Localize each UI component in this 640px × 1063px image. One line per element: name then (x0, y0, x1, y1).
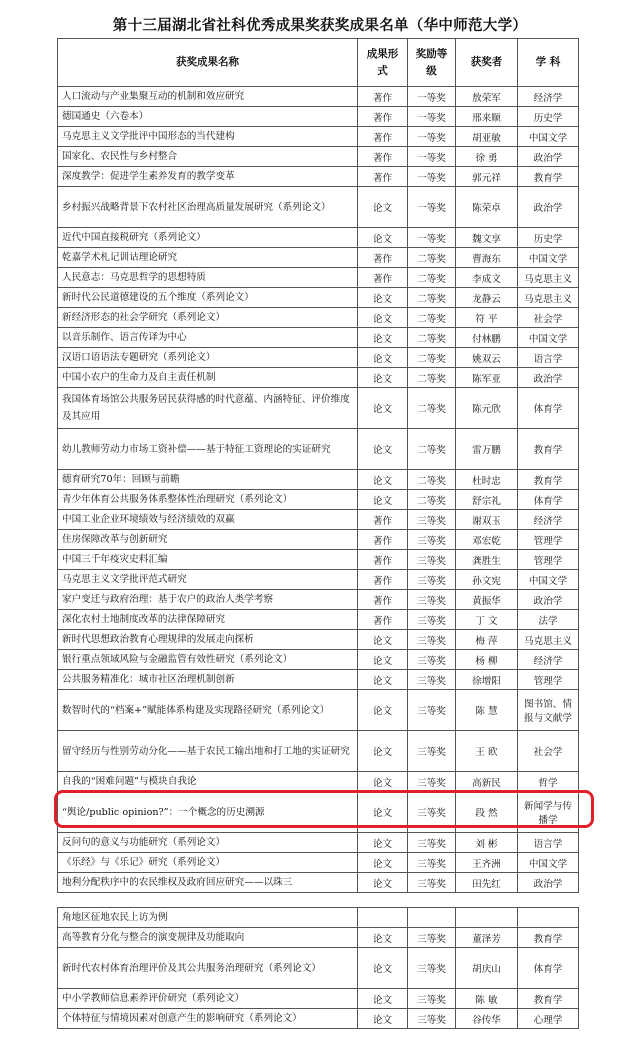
cell-name: 人口流动与产业集聚互动的机制和效应研究 (58, 87, 358, 107)
cell-name: 乡村振兴战略背景下农村社区治理高质量发展研究（系列论文） (58, 187, 358, 228)
cell-form: 论文 (358, 772, 408, 792)
table-row (58, 288, 579, 308)
cell-subject: 教育学 (518, 429, 579, 470)
cell-author: 段 然 (456, 792, 518, 833)
cell-level: 三等奖 (408, 550, 456, 570)
table-row (58, 792, 579, 833)
cell-form: 著作 (358, 248, 408, 268)
cell-form: 论文 (358, 948, 408, 989)
cell-author: 陈 慧 (456, 690, 518, 731)
cell-subject: 经济学 (518, 510, 579, 530)
cell-level: 三等奖 (408, 928, 456, 948)
cell-subject: 教育学 (518, 167, 579, 187)
cell-name: 深化农村土地制度改革的法律保障研究 (58, 610, 358, 630)
table-row (58, 328, 579, 348)
table-row (58, 989, 579, 1009)
cell-subject: 中国文学 (518, 248, 579, 268)
cell-name: 新时代农村体育治理评价及其公共服务治理研究（系列论文） (58, 948, 358, 989)
cell-subject: 新闻学与传播学 (518, 792, 579, 833)
table-row (58, 570, 579, 590)
cell-form: 论文 (358, 873, 408, 893)
table-row (58, 187, 579, 228)
cell-name: 青少年体育公共服务体系整体性治理研究（系列论文） (58, 490, 358, 510)
cell-name: 个体特征与情境因素对创意产生的影响研究（系列论文） (58, 1009, 358, 1029)
table-row (58, 127, 579, 147)
cell-form: 著作 (358, 530, 408, 550)
cell-author: 胡亚敏 (456, 127, 518, 147)
cell-name: 马克思主义文学批评中国形态的当代建构 (58, 127, 358, 147)
cell-form: 论文 (358, 670, 408, 690)
table-row (58, 87, 579, 107)
cell-subject: 马克思主义 (518, 630, 579, 650)
cell-form: 著作 (358, 610, 408, 630)
header-author: 获奖者 (456, 39, 518, 87)
cell-subject: 社会学 (518, 731, 579, 772)
cell-subject: 教育学 (518, 470, 579, 490)
cell-form: 著作 (358, 510, 408, 530)
cell-subject (518, 908, 579, 928)
cell-form: 论文 (358, 928, 408, 948)
cell-author: 梅 萍 (456, 630, 518, 650)
cell-author: 陈荣卓 (456, 187, 518, 228)
cell-level: 一等奖 (408, 87, 456, 107)
cell-level: 三等奖 (408, 1009, 456, 1029)
cell-subject: 管理学 (518, 670, 579, 690)
table-row (58, 908, 579, 928)
cell-subject: 体育学 (518, 948, 579, 989)
cell-name: 中国三千年疫灾史料汇编 (58, 550, 358, 570)
cell-form: 论文 (358, 288, 408, 308)
cell-form: 著作 (358, 87, 408, 107)
cell-level: 三等奖 (408, 650, 456, 670)
cell-subject: 政治学 (518, 590, 579, 610)
cell-subject: 教育学 (518, 928, 579, 948)
cell-name: 马克思主义文学批评范式研究 (58, 570, 358, 590)
cell-author: 姚双云 (456, 348, 518, 368)
cell-level: 二等奖 (408, 348, 456, 368)
cell-form: 著作 (358, 167, 408, 187)
cell-subject: 马克思主义 (518, 288, 579, 308)
cell-name: 中小学教师信息素养评价研究（系列论文） (58, 989, 358, 1009)
cell-form: 著作 (358, 570, 408, 590)
table-row (58, 670, 579, 690)
cell-author: 徐增阳 (456, 670, 518, 690)
cell-author: 雷万鹏 (456, 429, 518, 470)
cell-subject: 教育学 (518, 989, 579, 1009)
cell-form: 论文 (358, 792, 408, 833)
cell-level: 三等奖 (408, 948, 456, 989)
cell-level: 三等奖 (408, 731, 456, 772)
table-row (58, 348, 579, 368)
table-row (58, 167, 579, 187)
table-row (58, 731, 579, 772)
cell-level (408, 908, 456, 928)
cell-subject: 管理学 (518, 530, 579, 550)
cell-subject: 语言学 (518, 348, 579, 368)
table-row (58, 530, 579, 550)
table-row (58, 490, 579, 510)
cell-form: 论文 (358, 1009, 408, 1029)
cell-name: 深度教学：促进学生素养发育的教学变革 (58, 167, 358, 187)
header-level: 奖励等级 (408, 39, 456, 87)
table-row (58, 510, 579, 530)
cell-name: 乾嘉学术札记训诂理论研究 (58, 248, 358, 268)
cell-subject: 政治学 (518, 147, 579, 167)
cell-author: 龚胜生 (456, 550, 518, 570)
cell-subject: 历史学 (518, 107, 579, 127)
table-row (58, 833, 579, 853)
cell-name: 中国工业企业环境绩效与经济绩效的双赢 (58, 510, 358, 530)
cell-author: 陈 敏 (456, 989, 518, 1009)
table-row (58, 948, 579, 989)
table-row (58, 368, 579, 388)
cell-name: 反问句的意义与功能研究（系列论文） (58, 833, 358, 853)
table-row (58, 429, 579, 470)
cell-name: 数智时代的“档案+”赋能体系构建及实现路径研究（系列论文） (58, 690, 358, 731)
cell-name: “舆论/public opinion?”：一个概念的历史溯源 (58, 792, 358, 833)
cell-author: 陈元欣 (456, 388, 518, 429)
cell-author: 孙文宪 (456, 570, 518, 590)
cell-level: 二等奖 (408, 248, 456, 268)
cell-form: 论文 (358, 328, 408, 348)
cell-level: 二等奖 (408, 429, 456, 470)
cell-level: 二等奖 (408, 470, 456, 490)
cell-subject: 管理学 (518, 550, 579, 570)
cell-level: 二等奖 (408, 308, 456, 328)
table-row (58, 610, 579, 630)
cell-author: 谷传华 (456, 1009, 518, 1029)
cell-author: 刘 彬 (456, 833, 518, 853)
page-title: 第十三届湖北省社科优秀成果奖获奖成果名单（华中师范大学） (112, 17, 528, 34)
cell-subject: 心理学 (518, 1009, 579, 1029)
cell-name: 人民意志：马克思哲学的思想特质 (58, 268, 358, 288)
cell-subject: 语言学 (518, 833, 579, 853)
cell-author: 黄振华 (456, 590, 518, 610)
cell-level: 三等奖 (408, 772, 456, 792)
cell-level: 三等奖 (408, 853, 456, 873)
cell-name: 我国体育场馆公共服务居民获得感的时代意蕴、内涵特征、评价维度及其应用 (58, 388, 358, 429)
cell-subject: 体育学 (518, 388, 579, 429)
header-form: 成果形式 (358, 39, 408, 87)
cell-name: 住房保障改革与创新研究 (58, 530, 358, 550)
cell-form: 论文 (358, 630, 408, 650)
cell-form: 论文 (358, 490, 408, 510)
cell-form: 著作 (358, 127, 408, 147)
table-row (58, 873, 579, 893)
cell-level: 三等奖 (408, 610, 456, 630)
cell-form: 论文 (358, 650, 408, 670)
cell-level: 二等奖 (408, 288, 456, 308)
cell-form: 论文 (358, 731, 408, 772)
cell-subject: 马克思主义 (518, 268, 579, 288)
awards-table (57, 38, 579, 893)
cell-author: 杜时忠 (456, 470, 518, 490)
cell-name: 德国通史（六卷本） (58, 107, 358, 127)
cell-form: 论文 (358, 690, 408, 731)
table-row (58, 853, 579, 873)
cell-name: 以音乐制作、语言传译为中心 (58, 328, 358, 348)
table-row (58, 590, 579, 610)
table-row (58, 248, 579, 268)
cell-level: 三等奖 (408, 570, 456, 590)
cell-subject: 历史学 (518, 228, 579, 248)
cell-author: 李成文 (456, 268, 518, 288)
cell-name: 近代中国直接税研究（系列论文） (58, 228, 358, 248)
cell-author: 谢双玉 (456, 510, 518, 530)
cell-level: 三等奖 (408, 670, 456, 690)
cell-name: 新时代思想政治教育心理规律的发展走向探析 (58, 630, 358, 650)
cell-level: 一等奖 (408, 127, 456, 147)
cell-level: 二等奖 (408, 388, 456, 429)
cell-subject: 经济学 (518, 650, 579, 670)
table-row (58, 772, 579, 792)
cell-form: 论文 (358, 833, 408, 853)
cell-level: 三等奖 (408, 792, 456, 833)
cell-author: 田先红 (456, 873, 518, 893)
cell-level: 三等奖 (408, 530, 456, 550)
cell-subject: 政治学 (518, 368, 579, 388)
table-row (58, 107, 579, 127)
cell-form: 论文 (358, 388, 408, 429)
cell-author: 王 欧 (456, 731, 518, 772)
cell-author: 胡庆山 (456, 948, 518, 989)
cell-name: 自我的“困难问题”与模块自我论 (58, 772, 358, 792)
cell-author: 敖荣军 (456, 87, 518, 107)
cell-author: 郭元祥 (456, 167, 518, 187)
cell-author: 高新民 (456, 772, 518, 792)
cell-subject: 中国文学 (518, 570, 579, 590)
table-row (58, 228, 579, 248)
cell-author: 王齐洲 (456, 853, 518, 873)
cell-form: 论文 (358, 228, 408, 248)
cell-subject: 经济学 (518, 87, 579, 107)
cell-level: 三等奖 (408, 833, 456, 853)
cell-author: 丁 文 (456, 610, 518, 630)
cell-author: 龙静云 (456, 288, 518, 308)
table-row (58, 388, 579, 429)
cell-author: 曹海东 (456, 248, 518, 268)
cell-subject: 中国文学 (518, 127, 579, 147)
cell-name: 新经济形态的社会学研究（系列论文） (58, 308, 358, 328)
cell-form: 著作 (358, 107, 408, 127)
cell-level: 一等奖 (408, 187, 456, 228)
header-name: 获奖成果名称 (58, 39, 358, 87)
cell-level: 三等奖 (408, 989, 456, 1009)
header-subject: 学 科 (518, 39, 579, 87)
table-row (58, 630, 579, 650)
table-row (58, 928, 579, 948)
cell-level: 一等奖 (408, 107, 456, 127)
cell-level: 一等奖 (408, 147, 456, 167)
table-row (58, 690, 579, 731)
cell-name: 银行重点领域风险与金融监管有效性研究（系列论文） (58, 650, 358, 670)
cell-level: 一等奖 (408, 167, 456, 187)
cell-form: 论文 (358, 368, 408, 388)
cell-level: 三等奖 (408, 873, 456, 893)
cell-subject: 体育学 (518, 490, 579, 510)
cell-level: 三等奖 (408, 690, 456, 731)
cell-form: 著作 (358, 147, 408, 167)
cell-subject: 中国文学 (518, 328, 579, 348)
cell-level: 二等奖 (408, 368, 456, 388)
cell-level: 一等奖 (408, 228, 456, 248)
awards-table-continued (57, 907, 579, 1029)
cell-name: 留守经历与性别劳动分化——基于农民工输出地和打工地的实证研究 (58, 731, 358, 772)
cell-level: 三等奖 (408, 510, 456, 530)
cell-author: 魏文享 (456, 228, 518, 248)
cell-author: 陈军亚 (456, 368, 518, 388)
cell-name: 角地区征地农民上访为例 (58, 908, 358, 928)
cell-author: 杨 柳 (456, 650, 518, 670)
cell-form: 著作 (358, 268, 408, 288)
cell-form: 著作 (358, 590, 408, 610)
cell-author: 舒宗礼 (456, 490, 518, 510)
cell-form: 论文 (358, 187, 408, 228)
cell-name: 德育研究70年：回顾与前瞻 (58, 470, 358, 490)
table-row (58, 650, 579, 670)
cell-subject: 政治学 (518, 873, 579, 893)
cell-level: 三等奖 (408, 590, 456, 610)
table-row (58, 1009, 579, 1029)
table-row (58, 550, 579, 570)
table-row (58, 308, 579, 328)
cell-author (456, 908, 518, 928)
cell-subject: 中国文学 (518, 853, 579, 873)
cell-form: 论文 (358, 989, 408, 1009)
cell-form: 论文 (358, 308, 408, 328)
cell-subject: 图书馆、情报与文献学 (518, 690, 579, 731)
cell-name: 中国小农户的生命力及自主责任机制 (58, 368, 358, 388)
cell-name: 地利分配秩序中的农民维权及政府回应研究——以珠三 (58, 873, 358, 893)
cell-name: 家户变迁与政府治理：基于农户的政治人类学考察 (58, 590, 358, 610)
cell-level: 二等奖 (408, 268, 456, 288)
cell-name: 幼儿教师劳动力市场工资补偿——基于特征工资理论的实证研究 (58, 429, 358, 470)
cell-subject: 社会学 (518, 308, 579, 328)
cell-level: 二等奖 (408, 328, 456, 348)
cell-author: 邢来顺 (456, 107, 518, 127)
table-row (58, 268, 579, 288)
cell-name: 高等教育分化与整合的演变规律及功能取向 (58, 928, 358, 948)
cell-name: 公共服务精准化：城市社区治理机制创新 (58, 670, 358, 690)
cell-author: 邓宏乾 (456, 530, 518, 550)
table-row (58, 147, 579, 167)
cell-level: 三等奖 (408, 630, 456, 650)
cell-author: 徐 勇 (456, 147, 518, 167)
cell-form: 论文 (358, 348, 408, 368)
cell-author: 董泽芳 (456, 928, 518, 948)
cell-author: 付林鹏 (456, 328, 518, 348)
table-row (58, 470, 579, 490)
cell-level: 二等奖 (408, 490, 456, 510)
cell-author: 符 平 (456, 308, 518, 328)
cell-name: 汉语口语语法专题研究（系列论文） (58, 348, 358, 368)
cell-form: 论文 (358, 429, 408, 470)
cell-name: 《乐经》与《乐记》研究（系列论文） (58, 853, 358, 873)
cell-name: 新时代公民道德建设的五个维度（系列论文） (58, 288, 358, 308)
cell-form: 论文 (358, 470, 408, 490)
cell-subject: 政治学 (518, 187, 579, 228)
cell-subject: 哲学 (518, 772, 579, 792)
cell-name: 国家化、农民性与乡村整合 (58, 147, 358, 167)
cell-form: 论文 (358, 853, 408, 873)
cell-form: 著作 (358, 550, 408, 570)
cell-subject: 法学 (518, 610, 579, 630)
cell-form (358, 908, 408, 928)
